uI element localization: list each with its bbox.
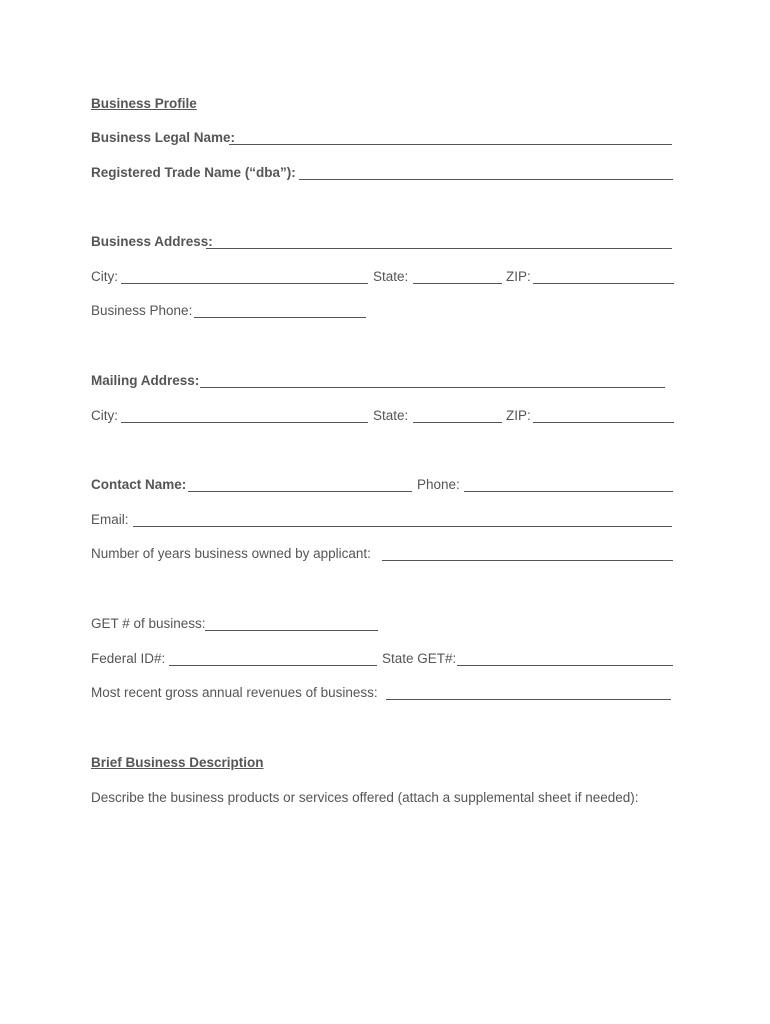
gross-revenue-field[interactable] <box>386 699 671 700</box>
trade-name-label: Registered Trade Name (“dba”): <box>91 165 296 180</box>
business-state-label: State: <box>373 269 409 284</box>
business-city-label: City: <box>91 269 118 284</box>
federal-id-label: Federal ID#: <box>91 651 166 666</box>
business-zip-field[interactable] <box>533 283 674 284</box>
business-address-field[interactable] <box>206 248 672 249</box>
business-legal-name-field[interactable] <box>229 144 672 145</box>
email-label: Email: <box>91 512 129 527</box>
trade-name-field[interactable] <box>299 179 673 180</box>
state-get-label: State GET#: <box>382 651 457 666</box>
federal-id-field[interactable] <box>169 665 377 666</box>
mailing-address-label: Mailing Address: <box>91 373 200 388</box>
business-profile-heading: Business Profile <box>91 96 197 111</box>
business-phone-field[interactable] <box>194 317 366 318</box>
mailing-state-label: State: <box>373 408 409 423</box>
mailing-city-label: City: <box>91 408 118 423</box>
years-owned-label: Number of years business owned by applicant: <box>91 546 371 561</box>
business-legal-name-label: Business Legal Name: <box>91 130 236 145</box>
business-zip-label: ZIP: <box>506 269 531 284</box>
state-get-field[interactable] <box>457 665 673 666</box>
contact-phone-label: Phone: <box>417 477 460 492</box>
get-number-label: GET # of business: <box>91 616 206 631</box>
gross-revenue-label: Most recent gross annual revenues of business: <box>91 685 378 700</box>
mailing-address-field[interactable] <box>200 387 665 388</box>
contact-name-field[interactable] <box>188 491 412 492</box>
email-field[interactable] <box>133 526 672 527</box>
mailing-city-field[interactable] <box>121 422 368 423</box>
contact-phone-field[interactable] <box>464 491 673 492</box>
contact-name-label: Contact Name: <box>91 477 187 492</box>
business-address-label: Business Address: <box>91 234 213 249</box>
mailing-zip-label: ZIP: <box>506 408 531 423</box>
description-prompt: Describe the business products or services offered (attach a supplemental sheet if needed): <box>91 790 639 805</box>
mailing-zip-field[interactable] <box>533 422 674 423</box>
business-state-field[interactable] <box>413 283 502 284</box>
get-number-field[interactable] <box>205 630 378 631</box>
years-owned-field[interactable] <box>382 560 673 561</box>
mailing-state-field[interactable] <box>413 422 502 423</box>
brief-description-heading: Brief Business Description <box>91 755 264 770</box>
business-city-field[interactable] <box>121 283 368 284</box>
business-phone-label: Business Phone: <box>91 303 193 318</box>
